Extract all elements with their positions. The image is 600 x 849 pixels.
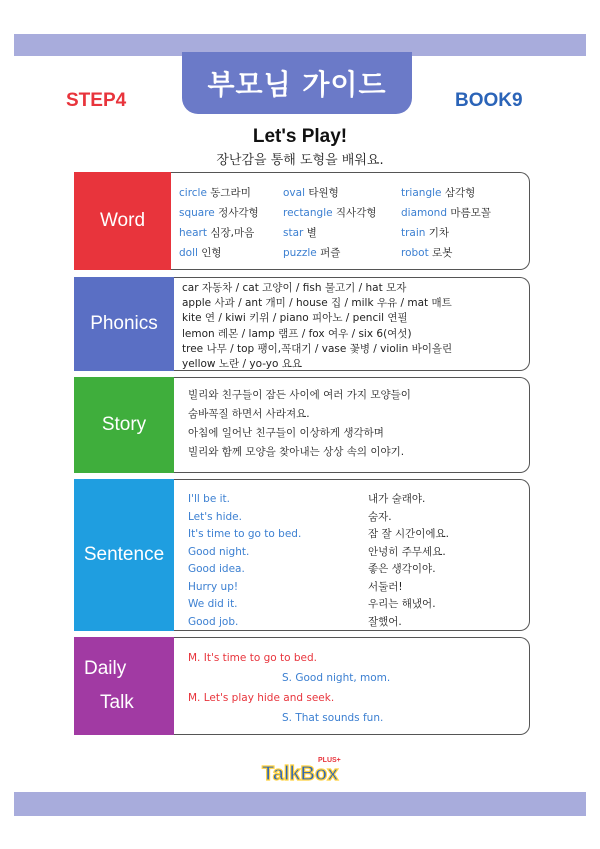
story-line: 숨바꼭질 하면서 사라져요. <box>188 408 310 420</box>
word-ko: 인형 <box>197 247 222 259</box>
daily-label: Daily <box>84 658 127 679</box>
lesson-heading: Let's Play! <box>252 126 348 147</box>
daily-talk-label <box>74 637 174 735</box>
story-text <box>182 386 521 462</box>
word-ko: 퍼즐 <box>316 247 341 259</box>
word-ko: 직사각형 <box>332 207 377 219</box>
phonics-list <box>182 281 521 372</box>
sentence-en: I'll be it. <box>188 493 230 505</box>
sentence-en: Good night. <box>188 545 250 558</box>
word-item <box>179 205 279 221</box>
lesson-subheading: 장난감을 통해 도형을 배워요. <box>216 153 384 168</box>
sentence-ko: 잠 잘 시간이에요. <box>368 528 450 540</box>
sentence-grid <box>182 486 521 629</box>
word-ko: 동그라미 <box>206 187 251 199</box>
word-item <box>179 225 279 241</box>
dialogue <box>182 648 521 728</box>
story-line: 아침에 일어난 친구들이 이상하게 생각하며 <box>188 427 384 439</box>
sentence-label: Sentence <box>74 479 174 631</box>
phonics-section <box>74 277 530 371</box>
word-item <box>283 205 397 221</box>
word-en: train <box>401 227 426 239</box>
sentence-en: Hurry up! <box>188 580 239 593</box>
word-item <box>283 245 397 261</box>
word-box <box>171 172 530 270</box>
story-line: 빌리와 친구들이 잠든 사이에 여러 가지 모양들이 <box>188 389 411 401</box>
word-en: oval <box>283 187 305 199</box>
word-ko: 마름모꼴 <box>447 207 491 219</box>
sentence-ko: 좋은 생각이야. <box>368 563 436 575</box>
talk-line: S. Good night, mom. <box>282 672 391 684</box>
logo-plus: PLUS+ <box>318 757 341 764</box>
word-en: doll <box>179 247 198 259</box>
sentence-en: It's time to go to bed. <box>188 528 302 540</box>
talk-line: S. That sounds fun. <box>282 712 384 724</box>
word-item <box>179 185 279 201</box>
sentence-en: Let's hide. <box>188 510 242 523</box>
word-en: square <box>179 207 215 219</box>
story-label: Story <box>74 377 174 473</box>
word-ko: 삼각형 <box>441 187 476 199</box>
word-section <box>74 172 530 270</box>
word-en: rectangle <box>283 207 333 219</box>
daily-talk-section <box>74 637 530 735</box>
word-en: diamond <box>401 207 447 219</box>
word-en: triangle <box>401 187 442 199</box>
word-en: puzzle <box>283 247 317 259</box>
word-item <box>401 185 521 201</box>
word-item <box>401 225 521 241</box>
sentence-ko: 우리는 해냈어. <box>368 598 436 610</box>
word-en: heart <box>179 227 207 239</box>
word-grid <box>179 179 521 261</box>
sentence-en: Good idea. <box>188 563 245 575</box>
word-item <box>401 205 521 221</box>
word-item <box>401 245 521 261</box>
word-item <box>283 185 397 201</box>
sentence-en: Good job. <box>188 615 239 628</box>
word-en: robot <box>401 247 429 259</box>
sentence-ko: 내가 술래야. <box>368 493 426 505</box>
word-ko: 정사각형 <box>214 207 259 219</box>
phonics-line: kite 연 / kiwi 키위 / piano 피아노 / pencil 연필 <box>182 312 408 325</box>
sentence-ko: 안녕히 주무세요. <box>368 545 446 558</box>
word-en: star <box>283 227 304 239</box>
phonics-line: car 자동차 / cat 고양이 / fish 물고기 / hat 모자 <box>182 282 407 294</box>
sentence-box <box>174 479 530 631</box>
sentence-ko: 숨자. <box>368 510 392 523</box>
word-ko: 기차 <box>425 227 450 239</box>
story-section <box>74 377 530 473</box>
talk-line: M. Let's play hide and seek. <box>188 692 335 704</box>
talk-label: Talk <box>100 692 134 713</box>
daily-talk-box <box>174 637 530 735</box>
word-ko: 로봇 <box>428 247 453 259</box>
word-label: Word <box>74 172 171 270</box>
story-line: 빌리와 함께 모양을 찾아내는 상상 속의 이야기. <box>188 446 405 458</box>
word-item <box>283 225 397 241</box>
phonics-line: yellow 노란 / yo-yo 요요 <box>182 358 303 371</box>
word-en: circle <box>179 187 207 199</box>
book-label: BOOK9 <box>455 90 523 111</box>
story-box <box>174 377 530 473</box>
phonics-label: Phonics <box>74 277 174 371</box>
phonics-line: lemon 레몬 / lamp 램프 / fox 여우 / six 6(여섯) <box>182 327 412 340</box>
word-ko: 타원형 <box>305 187 339 199</box>
step-label: STEP4 <box>66 90 127 111</box>
talkbox-logo <box>258 748 344 790</box>
word-item <box>179 245 279 261</box>
logo-text: TalkBox <box>262 763 339 785</box>
sentence-ko: 서둘러! <box>368 580 403 593</box>
talk-line: M. It's time to go to bed. <box>188 652 318 664</box>
phonics-line: apple 사과 / ant 개미 / house 집 / milk 우유 / mat 매트 <box>182 297 452 310</box>
word-ko: 심장,마음 <box>206 227 255 239</box>
phonics-box <box>174 277 530 371</box>
bottom-band <box>14 792 586 816</box>
page-title: 부모님 가이드 <box>182 52 412 114</box>
phonics-line: tree 나무 / top 팽이,꼭대기 / vase 꽃병 / violin 바이올린 <box>182 342 453 355</box>
word-ko: 별 <box>303 227 317 239</box>
sentence-ko: 잘했어. <box>368 615 402 628</box>
sentence-en: We did it. <box>188 598 238 610</box>
sentence-section <box>74 479 530 631</box>
